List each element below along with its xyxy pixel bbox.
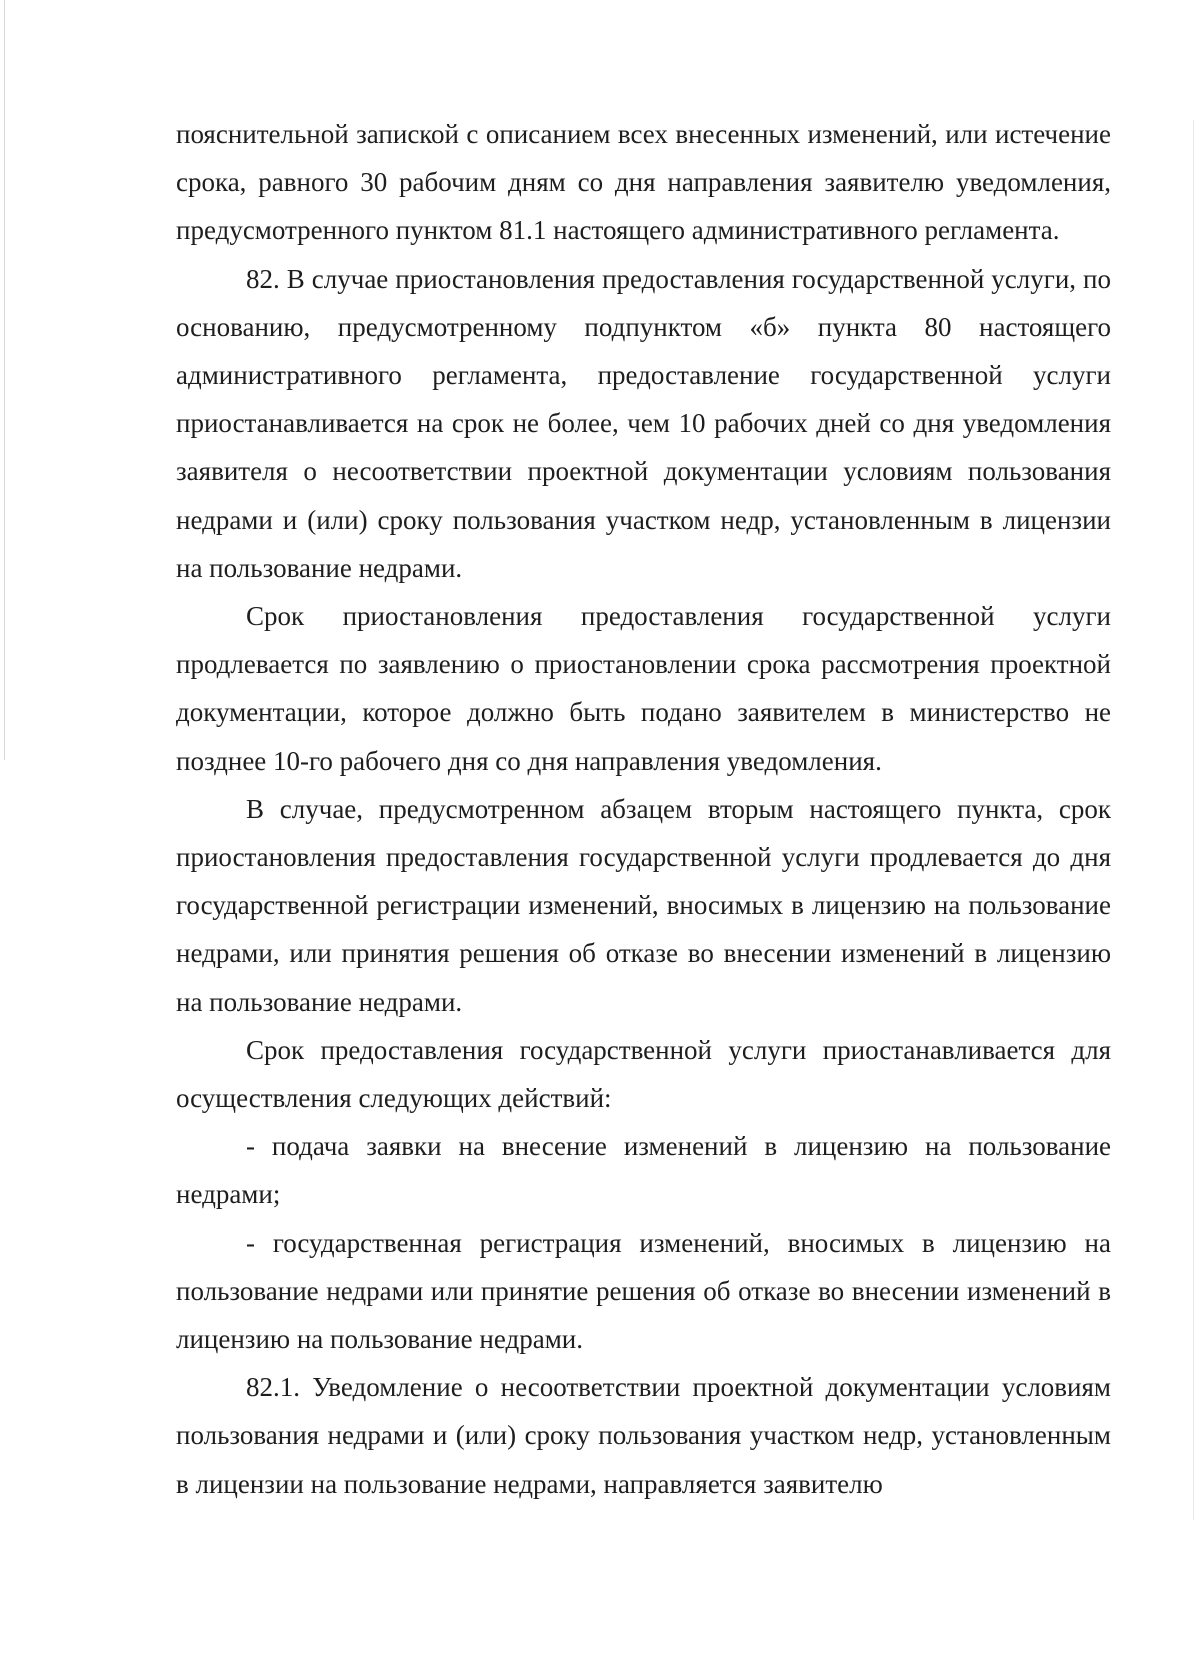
scan-edge-left [4,0,5,760]
scan-edge-right [1193,120,1194,1520]
paragraph-extension: В случае, предусмотренном абзацем вторым настоящего пункта, срок приостановления предоставления государственной услуги продлевается до дня государственной регистрации изменений, вносимых в лицензию на пользование недрами, или принятия решения об отказе во внесении изменений в лицензию на пользование недрами. [176,793,1111,1017]
paragraph-actions-intro: Срок предоставления государственной услуги приостанавливается для осуществления следующих действий: [176,1034,1111,1114]
list-item-application: - подача заявки на внесение изменений в лицензию на пользование недрами; [176,1131,1111,1210]
paragraph-suspension-term: Срок приостановления предоставления государственной услуги продлевается по заявлению о приостановлении срока рассмотрения проектной документации, которое должно быть подано заявителем в министерство не позднее 10-го рабочего дня со дня направления уведомления. [176,601,1111,776]
paragraph-continuation: пояснительной запиской с описанием всех внесенных изменений, или истечение срока, равного 30 рабочим дням со дня направления заявителю уведомления, предусмотренного пунктом 81.1 настоящего административного регламента. [176,119,1111,246]
paragraph-82-1: 82.1. Уведомление о несоответствии проектной документации условиям пользования недрами и (или) сроку пользования участком недр, установленным в лицензии на пользование недрами, направляется заявителю [176,1372,1111,1499]
document-body [176,110,1111,1508]
list-item-registration: - государственная регистрация изменений, вносимых в лицензию на пользование недрами или принятие решения об отказе во внесении изменений в лицензию на пользование недрами. [176,1227,1111,1355]
paragraph-82: 82. В случае приостановления предоставления государственной услуги, по основанию, предусмотренному подпунктом «б» пункта 80 настоящего административного регламента, предоставление государственной услуги приостанавливается на срок не более, чем 10 рабочих дней со дня уведомления заявителя о несоответствии проектной документации условиям пользования недрами и (или) сроку пользования участком недр, установленным в лицензии на пользование недрами. [176,263,1111,583]
